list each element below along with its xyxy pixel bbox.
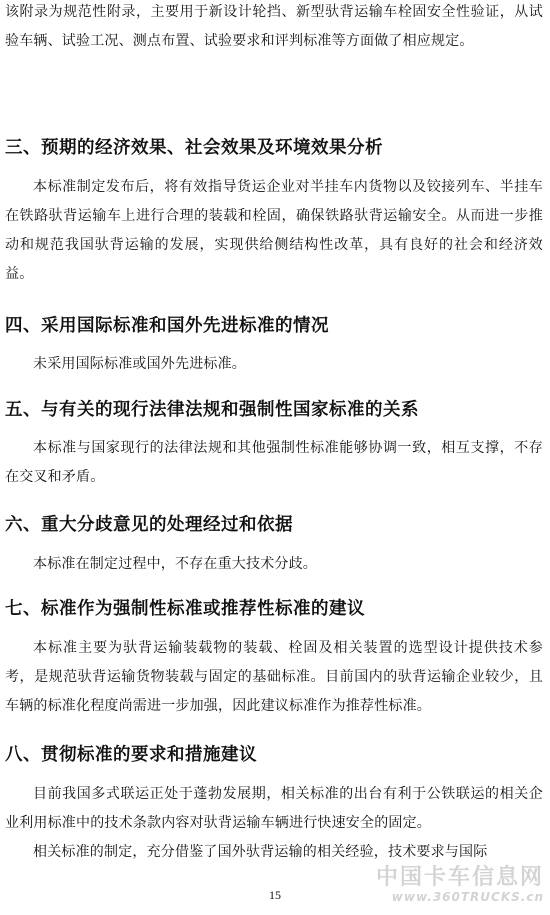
paragraph-section-5: 本标准与国家现行的法律法规和其他强制性标准能够协调一致，相互支撑，不存在交叉和矛盾。 [5, 440, 543, 485]
watermark-chinese-text: 中国卡车信息网 [375, 865, 544, 890]
paragraph-section-8b: 相关标准的制定，充分借鉴了国外驮背运输的相关经验，技术要求与国际 [33, 844, 488, 860]
paragraph-section-8a: 目前我国多式联运正处于蓬勃发展期，相关标准的出台有利于公铁联运的相关企业利用标准中的技术条款内容对驮背运输车辆进行快速安全的固定。 [5, 786, 543, 831]
heading-section-3: 三、预期的经济效果、社会效果及环境效果分析 [5, 138, 383, 158]
heading-section-6: 六、重大分歧意见的处理经过和依据 [5, 515, 293, 535]
watermark-url-text: www.360TRUCKS.cn [391, 890, 544, 904]
heading-section-8: 八、贯彻标准的要求和措施建议 [5, 745, 257, 765]
paragraph-appendix-intro: 该附录为规范性附录，主要用于新设计轮挡、新型驮背运输车栓固安全性验证，从试验车辆、试验工况、测点布置、试验要求和评判标准等方面做了相应规定。 [5, 4, 543, 49]
page-number: 15 [269, 888, 281, 902]
paragraph-section-3: 本标准制定发布后，将有效指导货运企业对半挂车内货物以及铰接列车、半挂车在铁路驮背运输车上进行合理的装载和栓固，确保铁路驮背运输安全。从而进一步推动和规范我国驮背运输的发展，实现供给侧结构性改革，具有良好的社会和经济效益。 [5, 179, 543, 282]
heading-section-4: 四、采用国际标准和国外先进标准的情况 [5, 316, 329, 336]
paragraph-section-7: 本标准主要为驮背运输装载物的装载、栓固及相关装置的选型设计提供技术参考，是规范驮背运输货物装载与固定的基础标准。目前国内的驮背运输企业较少，且车辆的标准化程度尚需进一步加强，因此建议标准作为推荐性标准。 [5, 640, 543, 714]
watermark-logo [376, 866, 544, 904]
paragraph-section-4: 未采用国际标准或国外先进标准。 [33, 356, 246, 372]
heading-section-7: 七、标准作为强制性标准或推荐性标准的建议 [5, 599, 365, 619]
paragraph-section-6: 本标准在制定过程中，不存在重大技术分歧。 [33, 556, 317, 572]
heading-section-5: 五、与有关的现行法律法规和强制性国家标准的关系 [5, 400, 419, 420]
